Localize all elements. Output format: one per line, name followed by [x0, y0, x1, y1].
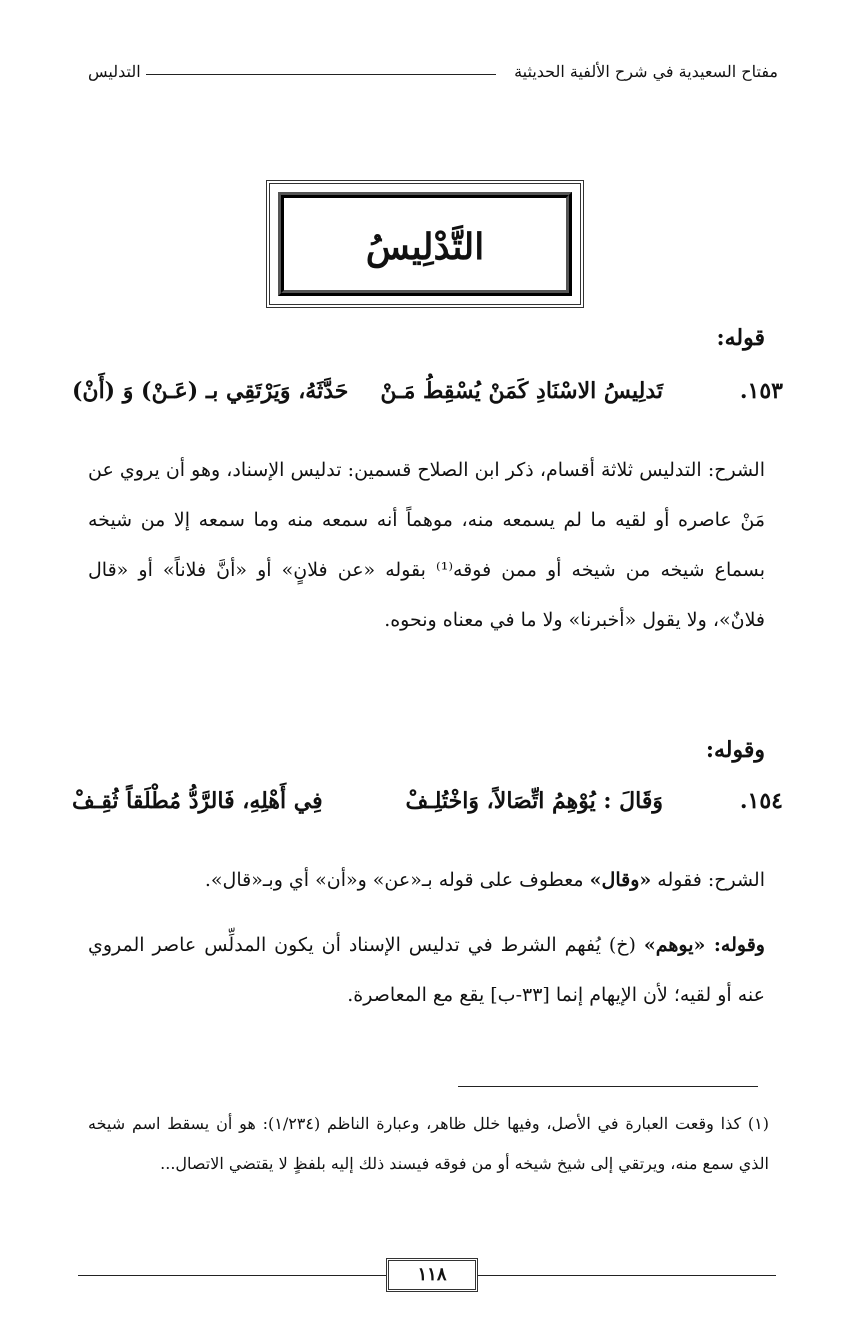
commentary-paragraph [88, 920, 765, 1020]
commentary-paragraph: الشرح: التدليس ثلاثة أقسام، ذكر ابن الصلاح قسمين: تدليس الإسناد، وهو أن يروي عن مَنْ عاصره أو لقيه ما لم يسمعه منه، موهماً أنه سمعه منه وما سمعه إلا من شيخه بسماع شيخه من شيخه أو ممن فوقه⁽¹⁾ بقوله «عن فلانٍ» أو «أنَّ فلاناً» أو «قال فلانٌ»، ولا يقول «أخبرنا» ولا ما في معناه ونحوه. [88, 459, 765, 631]
footnote-rule [458, 1086, 758, 1087]
verse-hemistich-1: تَدلِيسُ الاسْنَادِ كَمَنْ يُسْقِطُ مَـنْ [380, 378, 663, 404]
label-qawluh: قوله: [716, 325, 765, 351]
commentary-text: الشرح: فقوله [651, 869, 765, 891]
label-wa-qawluh: وقوله: [705, 737, 765, 763]
section-title-frame [266, 180, 584, 308]
bold-quote: «وقال» [589, 869, 652, 891]
verse-hemistich-1: وَقَالَ : يُوْهِمُ اتِّصَالاً، وَاخْتُلِـفْ [405, 788, 663, 814]
verse-153 [72, 378, 783, 418]
header-rule [146, 74, 496, 75]
footer-rule-left [78, 1275, 388, 1276]
book-title: مفتاح السعيدية في شرح الألفية الحديثية [514, 62, 778, 81]
commentary-text: معطوف على قوله بـ«عن» و«أن» أي وبـ«قال». [204, 869, 590, 891]
footnote: (١) كذا وقعت العبارة في الأصل، وفيها خلل ظاهر، وعبارة الناظم (١/٢٣٤): هو أن يسقط اسم شيخه الذي سمع منه، ويرتقي إلى شيخ شيخه أو من فوقه فيسند ذلك إليه بلفظٍ لا يقتضي الاتصال... [88, 1114, 770, 1173]
commentary-paragraph [88, 855, 765, 905]
commentary-text: (خ) يُفهم الشرط في تدليس الإسناد أن يكون المدلِّس عاصر المروي عنه أو لقيه؛ لأن الإيهام إنما [٣٣-ب] يقع مع المعاصرة. [88, 934, 765, 1006]
bold-quote: وقوله: «يوهم» [643, 934, 765, 956]
verse-hemistich-2: حَدَّثَهُ، وَيَرْتَقِي بـ (عَـنْ) وَ (أَنْ) [72, 378, 349, 404]
page-number: ١١٨ [386, 1258, 478, 1292]
verse-number: ١٥٣. [739, 378, 783, 404]
verse-number: ١٥٤. [739, 788, 783, 814]
section-title: التَّدْلِيسُ [365, 226, 485, 268]
running-header [88, 62, 778, 92]
footer-rule-right [476, 1275, 776, 1276]
verse-154 [72, 788, 783, 828]
verse-hemistich-2: فِي أَهْلِهِ، فَالرَّدُّ مُطْلَقاً ثُقِـفْ [72, 788, 323, 814]
chapter-name: التدليس [88, 62, 141, 81]
